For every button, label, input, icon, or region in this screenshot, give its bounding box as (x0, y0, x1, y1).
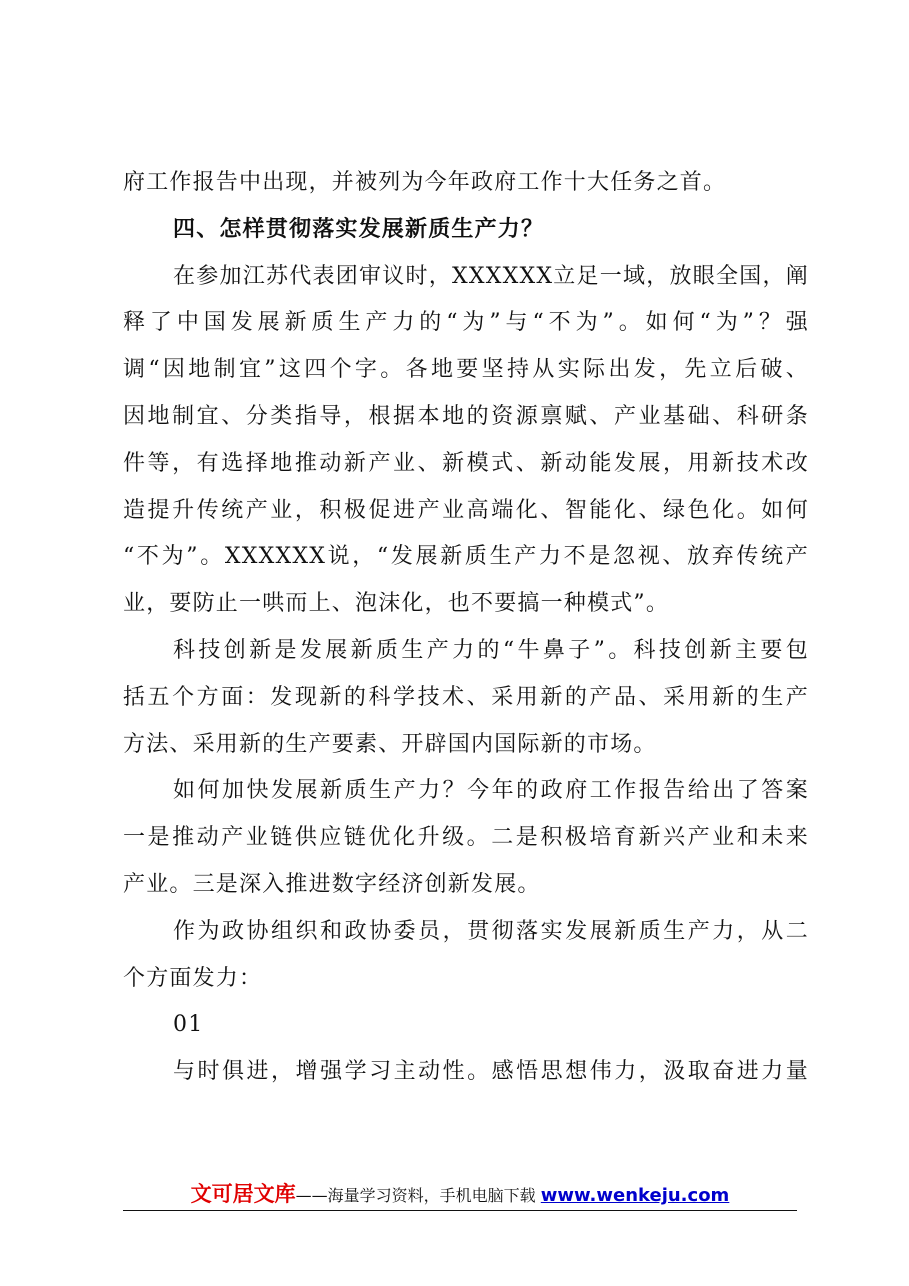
paragraph-line: 方法、采用新的生产要素、开辟国内国际新的市场。 (123, 731, 657, 757)
paragraph-line: 因地制宜、分类指导，根据本地的资源禀赋、产业基础、科研条 (123, 403, 809, 429)
paragraph-line: 释了中国发展新质生产力的“为”与“不为”。如何“为”？强 (123, 310, 809, 336)
footer-brand: 文可居文库 (190, 1182, 296, 1206)
paragraph-line: 括五个方面：发现新的科学技术、采用新的产品、采用新的生产 (123, 684, 809, 710)
paragraph-line: 件等，有选择地推动新产业、新模式、新动能发展，用新技术改 (123, 450, 809, 476)
footer-link[interactable]: www.wenkeju.com (540, 1185, 730, 1206)
paragraph-line: 府工作报告中出现，并被列为今年政府工作十大任务之首。 (123, 170, 727, 195)
paragraph-line: 调“因地制宜”这四个字。各地要坚持从实际出发，先立后破、 (123, 357, 809, 383)
section-heading: 四、怎样贯彻落实发展新质生产力？ (173, 216, 545, 242)
item-number: 01 (173, 1012, 204, 1038)
paragraph-line: 产业。三是深入推进数字经济创新发展。 (123, 871, 541, 897)
paragraph-line: 造提升传统产业，积极促进产业高端化、智能化、绿色化。如何 (123, 497, 809, 523)
paragraph-line: 个方面发力： (123, 965, 263, 991)
footer-divider (123, 1210, 797, 1211)
footer-slogan: ——海量学习资料，手机电脑下载 (295, 1186, 536, 1205)
paragraph-line: 如何加快发展新质生产力？今年的政府工作报告给出了答案 (173, 778, 809, 804)
paragraph-line: 一是推动产业链供应链优化升级。二是积极培育新兴产业和未来 (123, 825, 809, 851)
paragraph-line: 作为政协组织和政协委员，贯彻落实发展新质生产力，从二 (173, 918, 809, 944)
paragraph-line: 在参加江苏代表团审议时，XXXXXX立足一域，放眼全国，阐 (173, 263, 809, 289)
paragraph-line: “不为”。XXXXXX说，“发展新质生产力不是忽视、放弃传统产 (123, 544, 809, 570)
paragraph-line: 科技创新是发展新质生产力的“牛鼻子”。科技创新主要包 (173, 637, 809, 663)
paragraph-line: 与时俱进，增强学习主动性。感悟思想伟力，汲取奋进力量 (173, 1059, 809, 1085)
body-text (123, 160, 809, 1096)
paragraph-line: 业，要防止一哄而上、泡沫化，也不要搞一种模式”。 (123, 591, 670, 617)
page-footer (123, 1178, 797, 1212)
